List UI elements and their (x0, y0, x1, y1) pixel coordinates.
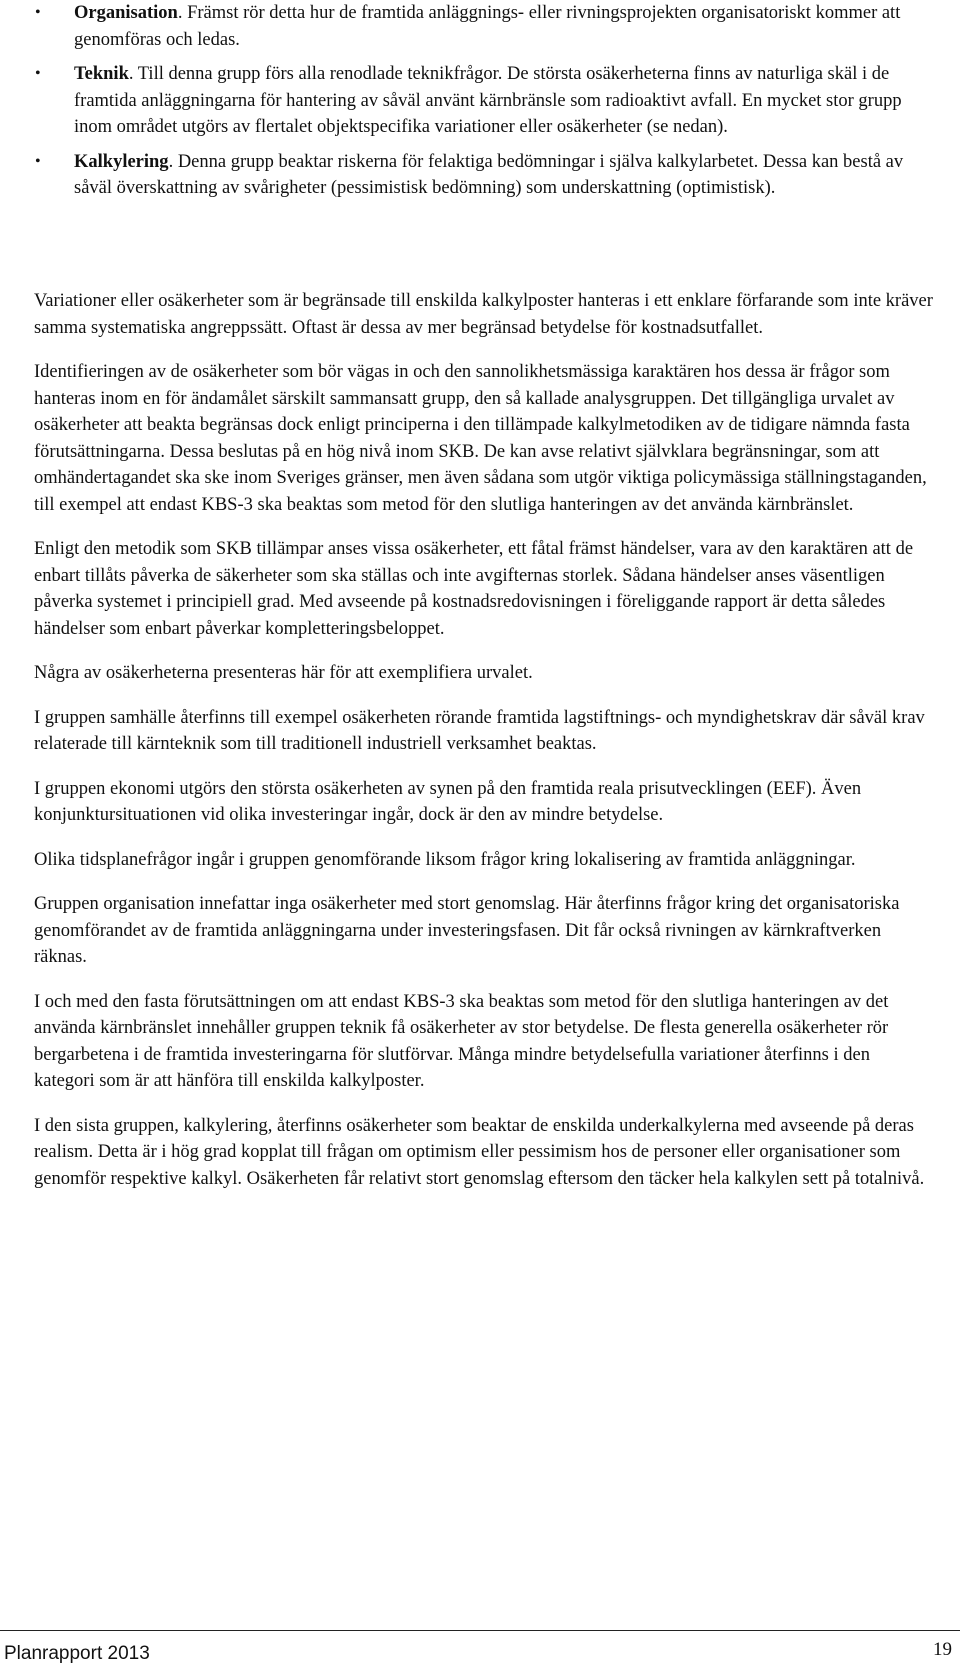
body-text (34, 288, 934, 1210)
bullet-term: Organisation (74, 3, 178, 23)
bullet-dot-icon: • (35, 152, 41, 170)
paragraph: Olika tidsplanefrågor ingår i gruppen genomförande liksom frågor kring lokalisering av framtida anläggningar. (34, 849, 856, 870)
bullet-dot-icon: • (35, 4, 41, 21)
category-bullet-list (34, 0, 934, 210)
paragraph: Variationer eller osäkerheter som är begränsade till enskilda kalkylposter hanteras i ett enklare förfarande som inte kräver samma systematiska angreppssätt. Oftast är dessa av mer begränsad betydelse för kostnadsutfallet. (34, 291, 933, 338)
bullet-term: Kalkylering (74, 151, 169, 172)
paragraph: I och med den fasta förutsättningen om att endast KBS-3 ska beaktas som metod för den slutliga hanteringen av det använda kärnbränslet innehåller gruppen teknik få osäkerheter av stor betydelse. De flesta generella osäkerheter rör bergarbetena i de framtida investeringarna för slutförvar. Många mindre betydelsefulla variationer återfinns i den kategori som är att hänföra till enskilda kalkylposter. (34, 991, 889, 1091)
bullet-text: . Till denna grupp förs alla renodlade teknikfrågor. De största osäkerheterna finns av naturliga skäl i de framtida anläggningarna för hantering av såväl använt kärnbränsle som radioaktivt avfall. En mycket stor grupp inom området utgörs av flertalet objektspecifika variationer eller osäkerheter (se nedan). (74, 64, 902, 137)
paragraph: I gruppen ekonomi utgörs den största osäkerheten av synen på den framtida reala prisutvecklingen (EEF). Även konjunktursituationen vid olika investeringar ingår, dock är den av mindre betydelse. (34, 778, 862, 825)
paragraph: Några av osäkerheterna presenteras här för att exemplifiera urvalet. (34, 663, 533, 683)
page-footer (0, 1630, 960, 1665)
page-number: 19 (933, 1639, 952, 1660)
bullet-text: . Främst rör detta hur de framtida anläggnings- eller rivningsprojekten organisatoriskt kommer att genomföras och ledas. (74, 3, 901, 50)
paragraph: I gruppen samhälle återfinns till exempel osäkerheten rörande framtida lagstiftnings- och myndighetskrav där såväl krav relaterade till kärnteknik som till traditionell industriell verksamhet beaktas. (34, 707, 925, 754)
paragraph: Gruppen organisation innefattar inga osäkerheter med stort genomslag. Här återfinns frågor kring det organisatoriska genomförandet av de framtida anläggningarna under investeringsfasen. Dit får också rivningen av kärnkraftverken räknas. (34, 894, 900, 967)
paragraph: Enligt den metodik som SKB tillämpar anses vissa osäkerheter, ett fåtal främst händelser, vara av den karaktären att de enbart tillåts påverka de säkerheter som ska ställas och inte avgifternas storlek. Sådana händelser anses väsentligen påverka systemet i principiell grad. Med avseende på kostnadsredovisningen i föreliggande rapport är detta således händelser som enbart påverkar kompletteringsbeloppet. (34, 539, 914, 639)
bullet-item-organisation (34, 0, 934, 53)
bullet-term: Teknik (74, 64, 129, 84)
footer-report-title: Planrapport 2013 (4, 1643, 150, 1664)
bullet-item-kalkylering (34, 149, 934, 202)
paragraph: I den sista gruppen, kalkylering, återfinns osäkerheter som beaktar de enskilda underkalkylerna med avseende på deras realism. Detta är i hög grad kopplat till frågan om optimism eller pessimism hos de personer eller organisationer som genomför respektive kalkyl. Osäkerheten får relativt stort genomslag eftersom den täcker hela kalkylen sett på totalnivå. (34, 1115, 925, 1189)
bullet-text: . Denna grupp beaktar riskerna för felaktiga bedömningar i själva kalkylarbetet. Dessa kan bestå av såväl överskattning av svårigheter (pessimistisk bedömning) som underskattning (optimistisk). (74, 151, 904, 198)
footer-divider (0, 1630, 960, 1631)
bullet-item-teknik (34, 61, 934, 141)
paragraph: Identifieringen av de osäkerheter som bör vägas in och den sannolikhetsmässiga karaktären hos dessa är frågor som hanteras inom en för ändamålet särskilt sammansatt grupp, den så kallade analysgruppen. Det tillgängliga urvalet av osäkerheter att beakta begränsas dock enligt principerna i den tillämpade kalkylmetodiken av de tidigare nämnda fasta förutsättningarna. Dessa beslutas på en hög nivå inom SKB. De kan avse relativt självklara begränsningar, som att omhändertagandet ska ske inom Sveriges gränser, men även sådana som utgör viktiga policymässiga ställningstaganden, till exempel att endast KBS-3 ska beaktas som metod för den slutliga hanteringen av det använda kärnbränslet. (34, 362, 927, 515)
bullet-dot-icon: • (35, 65, 41, 82)
